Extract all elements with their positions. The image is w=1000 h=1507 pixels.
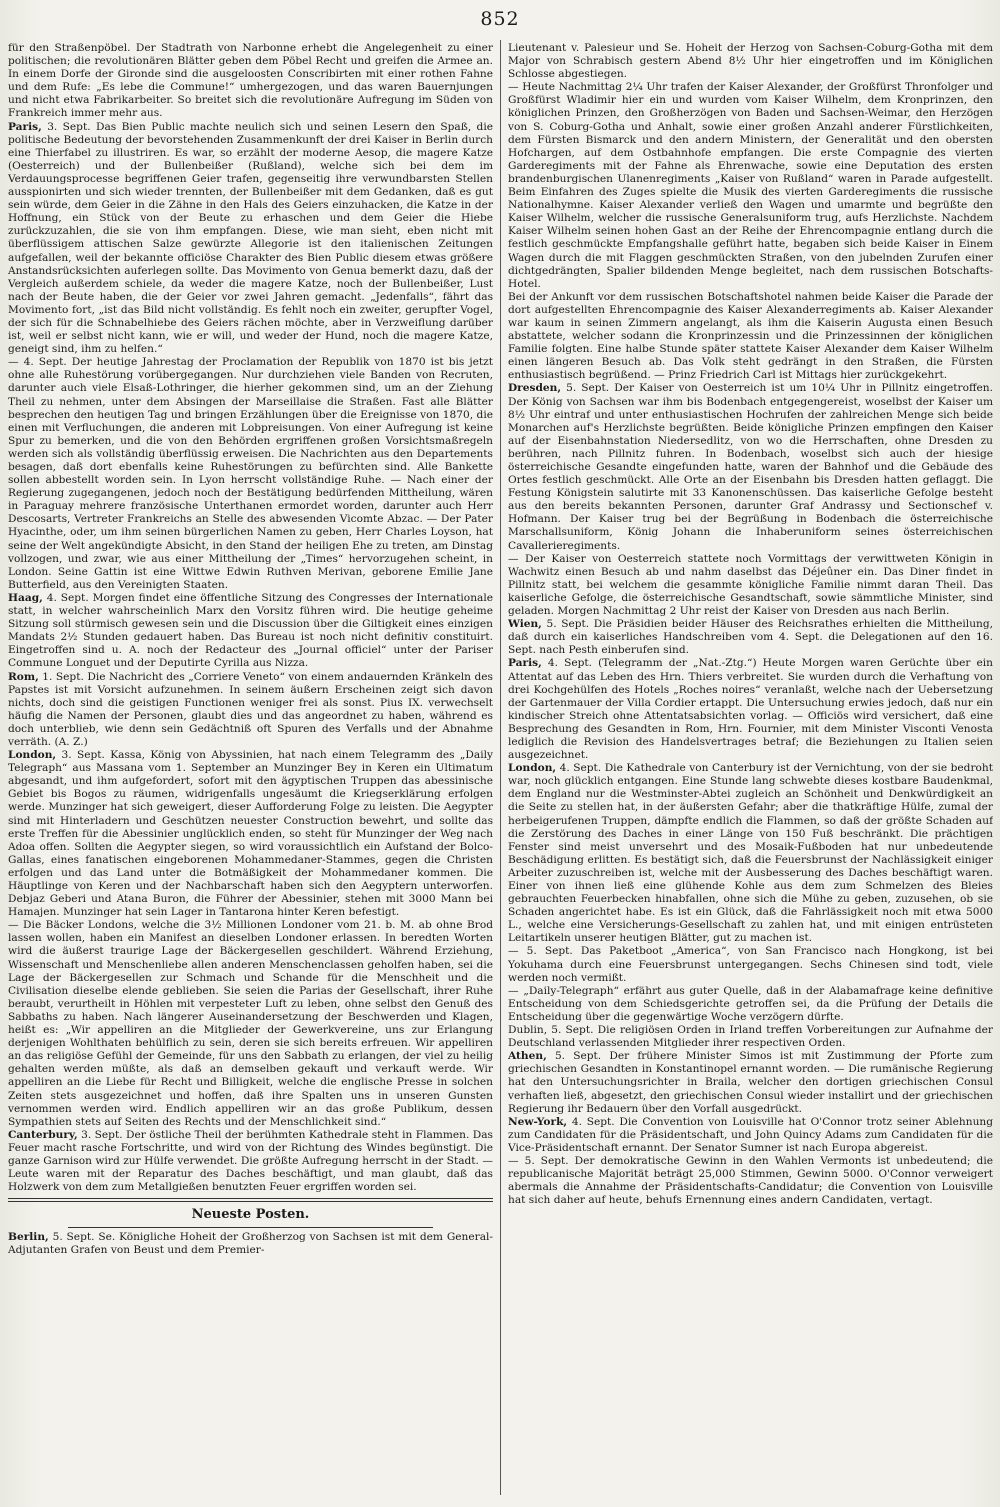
dateline-date: 4. Sept. xyxy=(547,657,593,670)
article-paragraph xyxy=(508,1050,993,1115)
article-paragraph xyxy=(508,382,993,552)
article-paragraph xyxy=(8,749,493,919)
article-paragraph xyxy=(508,81,993,291)
article-paragraph xyxy=(508,1024,993,1050)
article-text: Die Kathedrale von Canterbury ist der Vernichtung, von der sie bedroht war, noch glücklich entgangen. Eine Stunde lang schwebte dieses kostbare Baudenkmal, dem England nur die Westminster-Abtei zugleich an Schönheit und Denkwürdigkeit an die Seite zu stellen hat, in der äußersten Gefahr; aber die thatkräftige Hülfe, zumal der herbeigerufenen Truppen, dämpfte endlich die Flammen, so daß der größte Schaden auf die Zerstörung des Daches in einer Länge von 150 Fuß beschränkt. Die prächtigen Fenster sind meist unversehrt und des Mosaik-Fußboden hat nur unbedeutende Beschädigung erlitten. Es bestätigt sich, daß die Feuersbrunst der Nachlässigkeit einiger Arbeiter zuzuschreiben ist, welche mit der Ausbesserung des Daches beschäftigt waren. Einer von ihnen ließ eine glühende Kohle aus dem zum Schmelzen des Bleies gebrauchten Feuerbecken hinabfallen, ohne sich die Mühe zu geben, zuzusehen, ob sie Schaden angerichtet habe. Es ist ein Glück, daß die Fahrlässigkeit noch mit etwa 5000 L., welche eine Versicherungs-Gesellschaft zu zahlen hat, und mit einigen entrüsteten Leitartikeln unserer heutigen Blätter, gut zu machen ist. xyxy=(508,762,993,945)
article-text: für den Straßenpöbel. Der Stadtrath von Narbonne erhebt die Angelegenheit zu einer politischen; die revolutionären Blätter geben dem Pöbel Recht und greifen die Armee an. In einem Dorfe der Gironde sind die ausgeloosten Conscribirten mit einer rothen Fahne und dem Rufe: „Es lebe die Commune!“ umhergezogen, und das waren Bauernjungen und nicht etwa Fabrikarbeiter. So breitet sich die revolutionäre Aufregung im Süden von Frankreich immer mehr aus. xyxy=(8,42,493,120)
article-text: Se. Königliche Hoheit der Großherzog von Sachsen ist mit dem General-Adjutanten Grafen von Beust und dem Premier- xyxy=(8,1231,493,1257)
dateline-place: Paris, xyxy=(508,657,542,670)
article-text: Die Convention von Louisville hat O'Connor trotz seiner Ablehnung zum Candidaten für die Präsidentschaft, und John Quincy Adams zum Candidaten für die Vice-Präsidentschaft ernannt. Der Senator Sumner ist nach Europa abgereist. xyxy=(508,1115,993,1154)
article-paragraph xyxy=(508,945,993,984)
dateline-place: London, xyxy=(508,762,557,775)
article-paragraph xyxy=(508,1155,993,1207)
left-column xyxy=(8,42,493,1492)
article-paragraph xyxy=(508,762,993,945)
section-title: Neueste Posten. xyxy=(191,1207,310,1223)
dateline-date: 5. Sept. xyxy=(546,618,590,631)
dateline-date: 3. Sept. xyxy=(61,749,105,762)
dateline-date: 3. Sept. xyxy=(47,120,91,133)
dateline-date: Dublin, 5. Sept. xyxy=(508,1024,594,1037)
article-paragraph xyxy=(8,1231,493,1257)
article-paragraph xyxy=(8,356,493,592)
dateline-date: — 5. Sept. xyxy=(508,945,573,958)
article-text: Die religiösen Orden in Irland treffen Vorbereitungen zur Aufnahme der Deutschland verlassenden Mitglieder ihrer respectiven Orden. xyxy=(508,1024,993,1050)
article-text: Das Bien Public machte neulich sich und seinen Lesern den Spaß, die politische Bedeutung der bevorstehenden Zusammenkunft der drei Kaiser in Berlin durch eine Thierfabel zu illustriren. Es war, so erzählt der moderne Aesop, die magere Katze (Oesterreich) und der Bullenbeißer (Rußland), welche sich bei dem im Verdauungsprocesse begriffenen Geier trafen, gegenseitig ihre verwundbarsten Stellen ausspionirten und sich wieder trennten, der Bullenbeißer mit dem Gedanken, daß es gut sein würde, dem Geier in die Zähne in den Hals des Geiers einzuhacken, die Katze in der Hoffnung, ein Stück von der Beute zu erhaschen und dem Geier die Hiebe zurückzuzahlen, die sie von ihm empfangen. Diese, wie man sieht, eben nicht mit überflüssigem attischen Salze gewürzte Allegorie ist den italienischen Zeitungen aufgefallen, weil der bekannte officiöse Charakter des Bien Public diesem etwas größere Anstandsrücksichten auferlegen sollte. Das Movimento von Genua bemerkt dazu, daß der Vergleich außerdem schiele, da weder die magere Katze, noch der Bullenbeißer, Lust nach der Beute haben, die der Geier vor zwei Jahren gemacht. „Jedenfalls“, fährt das Movimento fort, „ist das Bild nicht vollständig. Es fehlt noch ein zweiter, gerupfter Vogel, der sich für die Schnabelhiebe des Geiers rächen möchte, aber in Verzweiflung darüber ist, weil er selbst nicht kann, wie er will, und weder der Hund, noch die magere Katze, geneigt sind, ihm zu helfen.“ xyxy=(8,120,493,356)
article-paragraph xyxy=(508,657,993,762)
article-text: — Heute Nachmittag 2¼ Uhr trafen der Kaiser Alexander, der Großfürst Thronfolger und Großfürst Wladimir hier ein und wurden vom Kaiser Wilhelm, dem Kronprinzen, den königlichen Prinzen, den Großherzögen von Baden und Sachsen-Weimar, den Herzögen von S. Coburg-Gotha und Anhalt, sowie einer großen Anzahl anderer Fürstlichkeiten, dem Fürsten Bismarck und den andern Ministern, der Generalität und den obersten Hofchargen, auf dem Ostbahnhofe empfangen. Die erste Compagnie des vierten Garderegiments mit der Fahne als Ehrenwache, sowie eine Deputation des ersten brandenburgischen Ulanenregiments „Kaiser von Rußland“ waren in Parade aufgestellt. Beim Einfahren des Zuges spielte die Musik des vierten Garderegiments die russische Nationalhymne. Kaiser Alexander verließ den Wagen und umarmte und begrüßte den Kaiser Wilhelm, welcher die russische Generalsuniform trug, aufs Herzlichste. Nachdem Kaiser Wilhelm seinen hohen Gast an der Reihe der Ehrencompagnie entlang durch die festlich geschmückte Empfangshalle geführt hatte, begaben sich beide Kaiser in Einem Wagen durch die mit Flaggen geschmückten Straßen, von den jubelnden Zurufen einer dichtgedrängten, Spalier bildenden Menge begleitet, nach dem russischen Botschafts-Hotel. xyxy=(508,81,993,290)
article-paragraph xyxy=(8,671,493,750)
dateline-place: Rom, xyxy=(8,670,39,683)
article-text: Die Nachricht des „Corriere Veneto“ von einem andauernden Kränkeln des Papstes ist mit Vorsicht aufzunehmen. In seinem äußern Erscheinen zeigt sich davon nichts, doch sind die geistigen Functionen weniger frei als sonst. Pius IX. verwechselt häufig die Namen der Personen, glaubt dies und das angeordnet zu haben, während es doch unterblieb, wie denn sein Gedächtniß oft Spuren des Verfalls und der Abnahme verräth. (A. Z.) xyxy=(8,670,493,748)
dateline-place: Athen, xyxy=(508,1050,547,1063)
dateline-place: London, xyxy=(8,749,57,762)
dateline-place: Haag, xyxy=(8,591,43,604)
article-text: — Der Kaiser von Oesterreich stattete noch Vormittags der verwittweten Königin in Wachwitz einen Besuch ab und nahm daselbst das Déjeûner ein. Das Diner findet in Pillnitz statt, bei welchem die gesammte königliche Familie nimmt daran Theil. Das kaiserliche Gefolge, die österreichische Gesandtschaft, sowie sämmtliche Minister, sind geladen. Morgen Nachmittag 2 Uhr reist der Kaiser von Dresden aus nach Berlin. xyxy=(508,552,993,618)
dateline-date: 5. Sept. xyxy=(566,382,610,395)
article-text: Die Präsidien beider Häuser des Reichsrathes erhielten die Mittheilung, daß durch ein kaiserliches Handschreiben vom 4. Sept. die Delegationen auf den 16. Sept. nach Pesth einberufen sind. xyxy=(508,618,993,657)
dateline-date: 4. Sept. xyxy=(571,1115,615,1128)
article-text: Der heutige Jahrestag der Proclamation der Republik von 1870 ist bis jetzt ohne alle Ruhestörung vorübergegangen. Nur durchziehen viele Banden von Recruten, darunter auch viele Elsaß-Lothringer, die hierher gekommen sind, um an der Ziehung Theil zu nehmen, unter dem Absingen der Marseillaise die Straßen. Fast alle Blätter besprechen den heutigen Tag und bringen Erzählungen über die Ereignisse von 1870, die einen mit Verfluchungen, die anderen mit Lobpreisungen. Von einer Aufregung ist keine Spur zu bemerken, und die von den Behörden ergriffenen großen Vorsichtsmaßregeln werden sich als vollständig überflüssig erweisen. Die Nachrichten aus den Departements besagen, daß dort ebenfalls keine Ruhestörungen zu befürchten sind. Alle Bankette sollen abbestellt worden sein. In Lyon herrscht vollständige Ruhe. — Nach einer der Regierung zugegangenen, jedoch noch der Bestätigung bedürfenden Mittheilung, wären in Paraguay mehrere französische Unterthanen ermordet worden, darunter auch Herr Descosarts, Vertreter Frankreichs an Stelle des abwesenden Vicomte Abzac. — Der Pater Hyacinthe, oder, um ihm seinen bürgerlichen Namen zu geben, Herr Charles Loyson, hat seine der Welt angekündigte Absicht, in den Stand der heiligen Ehe zu treten, am Dinstag vollzogen, und zwar, wie aus einer Mittheilung der „Times“ hervorzugehen scheint, in London. Seine Gattin ist eine Wittwe Edwin Ruthven Merivan, geborene Emilie Jane Butterfield, aus den Vereinigten Staaten. xyxy=(8,356,493,591)
article-paragraph xyxy=(508,985,993,1024)
article-text: — Die Bäcker Londons, welche die 3½ Millionen Londoner vom 21. b. M. ab ohne Brod lassen wollen, haben ein Manifest an dieselben Londoner erlassen. In beredten Worten wird die äußerst traurige Lage der Bäckergesellen geschildert. Während Erziehung, Wissenschaft und Menschenliebe allen anderen Menschenclassen geholfen haben, sei die Lage der Bäckergesellen zur Schmach und Schande für die Menschheit und die Civilisation dieselbe elende geblieben. Sie seien die Parias der Gesellschaft, ihrer Ruhe beraubt, verurtheilt in Höhlen mit verpesteter Luft zu leben, ohne selbst den Genuß des Sabbaths zu haben. Nach längerer Auseinandersetzung der Beschwerden und Klagen, heißt es: „Wir appelliren an die Mitglieder der Gewerkvereine, uns zur Erlangung derjenigen Wohlthaten behülflich zu sein, deren sie sich bereits erfreuen. Wir appelliren an das religiöse Gefühl der Gemeinde, für uns den Sabbath zu erlangen, der viel zu heilig gehalten werden müßte, als daß an demselben gekauft und verkauft werde. Wir appelliren an die Liebe für Recht und Billigkeit, welche die englische Presse in solchen Zeiten stets ausgezeichnet und hoffen, daß ihre Spalten uns in unseren Gunsten vernommen werden wird. Endlich appelliren wir an das große Publikum, dessen Sympathien stets auf Seiten des Rechts und der Menschlichkeit sind.“ xyxy=(8,919,493,1128)
section-rule xyxy=(8,1198,493,1202)
dateline-date: 4. Sept. xyxy=(46,591,89,604)
article-paragraph xyxy=(8,42,493,121)
article-text: — „Daily-Telegraph“ erfährt aus guter Quelle, daß in der Alabamafrage keine definitive Entscheidung von dem Schiedsgerichte getroffen sei, da die Prüfung der Details die Entscheidung über die gegenwärtige Woche verzögern dürfte. xyxy=(508,984,993,1023)
dateline-date: 5. Sept. xyxy=(554,1050,602,1063)
dateline-date: — 4. Sept. xyxy=(8,356,67,369)
column-divider xyxy=(500,40,501,1495)
article-paragraph xyxy=(508,42,993,81)
article-paragraph xyxy=(508,618,993,657)
article-text: Der Kaiser von Oesterreich ist um 10¼ Uhr in Pillnitz eingetroffen. Der König von Sachsen war ihm bis Bodenbach entgegengereist, woselbst der Kaiser um 8½ Uhr eintraf und unter enthusiastischen Hochrufen der zahlreichen Menge sich beide Monarchen auf's Herzlichste begrüßten. Beide königliche Prinzen empfingen den Kaiser auf der Eisenbahnstation Niedersedlitz, von wo die Herrschaften, ohne Dresden zu berühren, nach Pillnitz fuhren. In Bodenbach, woselbst sich auch der hiesige österreichische Gesandte eingefunden hatte, waren der Bahnhof und die Gebäude des Ortes festlich geschmückt. Alle Orte an der Eisenbahn bis Dresden hatten geflaggt. Die Festung Königstein salutirte mit 33 Kanonenschüssen. Das kaiserliche Gefolge besteht aus den bereits bekannten Personen, darunter Graf Andrassy und Sectionschef v. Hofmann. Der Kaiser trug bei der Begrüßung in Bodenbach die österreichische Marschallsuniform, König Johann die Inhaberuniform seines österreichischen Cavallerieregiments. xyxy=(508,382,993,552)
dateline-place: Berlin, xyxy=(8,1231,49,1244)
article-text: Bei der Ankunft vor dem russischen Botschaftshotel nahmen beide Kaiser die Parade der dort aufgestellten Ehrencompagnie des Kaiser Alexanderregiments ab. Kaiser Alexander war kaum in seinen Zimmern angelangt, als ihm die Kaiserin Augusta einen Besuch abstattete, welcher sodann die Kronprinzessin und die Prinzessinnen der königlichen Familie folgten. Eine halbe Stunde später stattete Kaiser Alexander dem Kaiser Wilhelm einen längeren Besuch ab. Das Volk steht gedrängt in den Straßen, die Fürsten enthusiastisch begrüßend. — Prinz Friedrich Carl ist Mittags hier zurückgekehrt. xyxy=(508,290,993,382)
article-text: Das Paketboot „America“, von San Francisco nach Hongkong, ist bei Yokuhama durch eine Feuersbrunst untergegangen. Sechs Chinesen sind todt, viele werden noch vermißt. xyxy=(508,945,993,984)
article-text: Lieutenant v. Palesieur und Se. Hoheit der Herzog von Sachsen-Coburg-Gotha mit dem Major von Schrabisch gestern Abend 8½ Uhr hier eingetroffen und im Königlichen Schlosse abgestiegen. xyxy=(508,42,993,81)
dateline-place: New-York, xyxy=(508,1115,568,1128)
article-text: (Telegramm der „Nat.-Ztg.“) Heute Morgen waren Gerüchte über ein Attentat auf das Leben des Hrn. Thiers verbreitet. Sie wurden durch die Verhaftung von drei Kochgehülfen des Hotels „Roches noires“ veranlaßt, welche nach der Uebersetzung der Gartenmauer der Villa Cordier ertappt. Die Untersuchung erwies jedoch, daß nur ein kindischer Streich ohne Attentatsabsichten vorlag. — Officiös wird versichert, daß eine Besprechung des Gesandten in Rom, Hrn. Fournier, mit dem Minister Visconti Venosta lediglich die Revision des Handelsvertrages betraf; die Beziehungen zu Italien seien ausgezeichnet. xyxy=(508,657,993,762)
article-text: Der frühere Minister Simos ist mit Zustimmung der Pforte zum griechischen Gesandten in Konstantinopel ernannt worden. — Die rumänische Regierung hat den Untersuchungsrichter in Braila, welcher den dortigen griechischen Consul verhaften ließ, abgesetzt, den griechischen Consul wieder installirt und der griechischen Regierung ihr Bedauern über den Vorfall ausgedrückt. xyxy=(508,1050,993,1115)
dateline-date: 4. Sept. xyxy=(559,762,602,775)
article-paragraph xyxy=(508,291,993,383)
page-number: 852 xyxy=(480,8,520,30)
dateline-date: 5. Sept. xyxy=(52,1231,95,1244)
article-paragraph xyxy=(8,592,493,671)
right-column xyxy=(508,42,993,1492)
article-paragraph xyxy=(508,1116,993,1155)
article-text: Kassa, König von Abyssinien, hat nach einem Telegramm des „Daily Telegraph“ aus Massana vom 1. September an Munzinger Bey in Keren ein Ultimatum abgesandt, und ihm aufgefordert, sofort mit den ägyptischen Truppen das abessinische Gebiet bis Bogos zu räumen, widrigenfalls ungesäumt die Kriegserklärung erfolgen werde. Munzinger hat sich geweigert, dieser Aufforderung Folge zu leisten. Die Aegypter sind mit Hinterladern und Geschützen neuester Construction bewehrt, und sollte das erste Treffen für die Abessinier unglücklich enden, so steht für Munzinger der Weg nach Adoa offen. Sollten die Aegypter siegen, so wird voraussichtlich ein Aufstand der Bolco-Gallas, eines fanatischen eingeborenen Mohammedaner-Stammes, gegen die Christen erfolgen und das Land unter die Botmäßigkeit der Mohammedaner kommen. Die Häuptlinge von Keren und der Nachbarschaft haben sich den Aegyptern unterworfen. Debjaz Geberi und Atana Buron, die Führer der Abessinier, stehen mit 3000 Mann bei Hamajen. Munzinger hat sein Lager in Tantarona hinter Keren befestigt. xyxy=(8,749,493,919)
article-text: Der östliche Theil der berühmten Kathedrale steht in Flammen. Das Feuer macht rasche Fortschritte, und wird von der Richtung des Windes begünstigt. Die ganze Garnison wird zur Hülfe verwendet. Die größte Aufregung herrscht in der Stadt. — Leute waren mit der Reparatur des Daches beschäftigt, und man glaubt, daß das Holzwerk von dem zum Metallgießen benutzten Feuer ergriffen worden sei. xyxy=(8,1128,493,1194)
dateline-place: Canterbury, xyxy=(8,1128,78,1141)
article-paragraph xyxy=(8,121,493,357)
dateline-date: — 5. Sept. xyxy=(508,1154,569,1167)
article-text: Der demokratische Gewinn in den Wahlen Vermonts ist unbedeutend; die republicanische Majorität beträgt 25,000 Stimmen, Gewinn 5000. O'Connor verweigert abermals die Annahme der Präsidentschafts-Candidatur; die Convention von Louisville hat sich daher auf heute, behufs Ernennung eines andern Candidaten, vertagt. xyxy=(508,1154,993,1207)
section-rule xyxy=(68,1227,433,1228)
article-text: Morgen findet eine öffentliche Sitzung des Congresses der Internationale statt, in welcher wahrscheinlich Marx den Vorsitz führen wird. Die heutige geheime Sitzung soll stürmisch gewesen sein und die Discussion über die Giltigkeit eines einzigen Mandats 2½ Stunden gedauert haben. Das Bureau ist noch nicht definitiv constituirt. Eingetroffen sind u. A. noch der Redacteur des „Journal officiel“ unter der Pariser Commune Longuet und der Deputirte Cyrilla aus Nizza. xyxy=(8,591,493,670)
article-paragraph xyxy=(8,919,493,1129)
dateline-date: 3. Sept. xyxy=(81,1128,123,1141)
article-paragraph xyxy=(8,1129,493,1194)
dateline-place: Wien, xyxy=(508,618,542,631)
article-paragraph xyxy=(508,553,993,618)
dateline-place: Dresden, xyxy=(508,382,562,395)
dateline-place: Paris, xyxy=(8,120,42,133)
dateline-date: 1. Sept. xyxy=(42,670,84,683)
